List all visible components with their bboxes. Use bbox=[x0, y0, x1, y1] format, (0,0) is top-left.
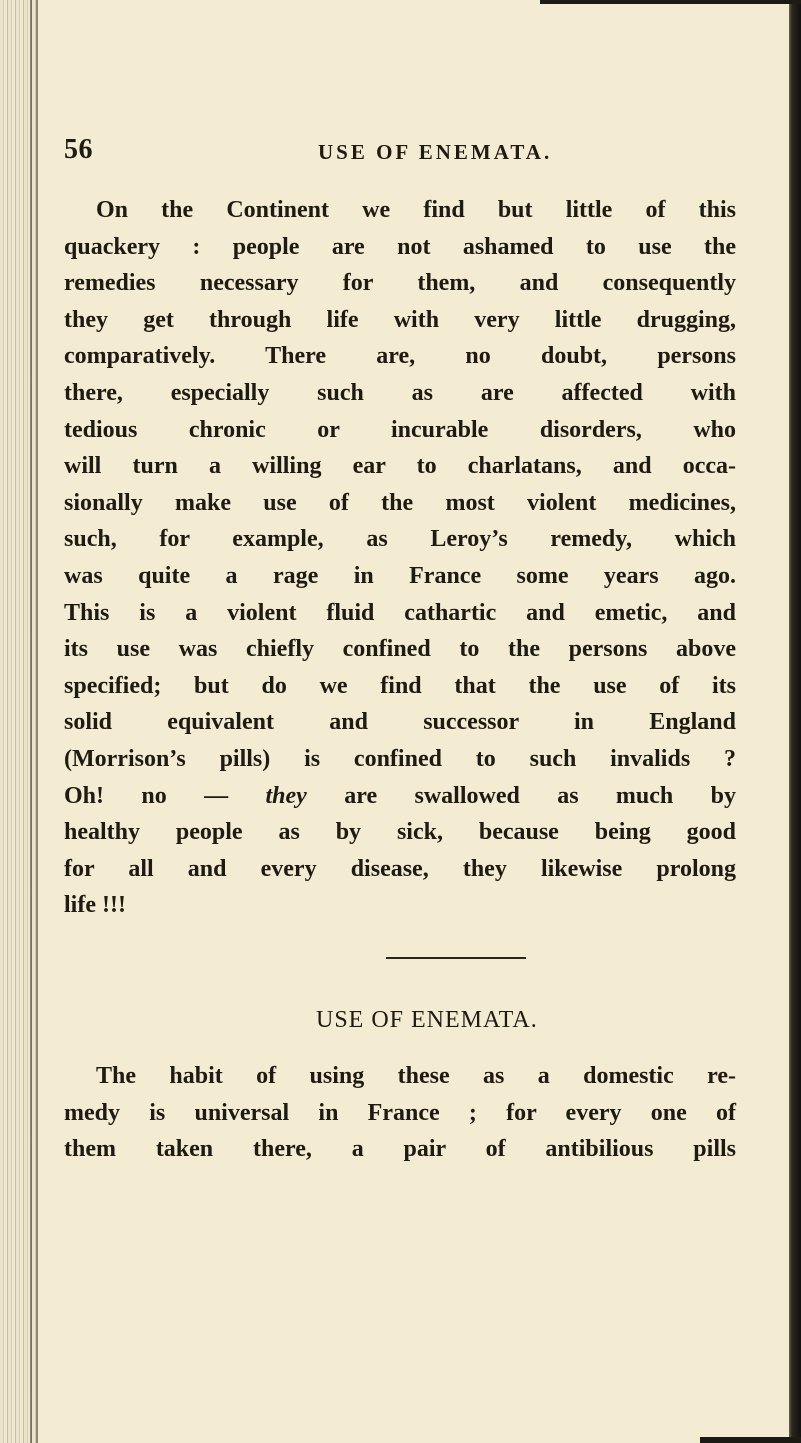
page-bottom-edge bbox=[700, 1437, 801, 1443]
text-line: tedious chronic or incurable disorders, who bbox=[64, 416, 736, 443]
line-text-end: are swallowed as much by bbox=[306, 782, 736, 809]
text-line: On the Continent we find but little of this bbox=[96, 197, 736, 223]
section-heading: USE OF ENEMATA. bbox=[316, 1007, 538, 1033]
binding-gutter bbox=[0, 0, 38, 1443]
text-line: healthy people as by sick, because being good bbox=[64, 819, 736, 846]
text-line: quackery : people are not ashamed to use the bbox=[64, 233, 736, 260]
text-line: they get through life with very little drugging, bbox=[64, 306, 736, 333]
text-line: for all and every disease, they likewise prolong bbox=[64, 855, 736, 882]
text-line: (Morrison’s pills) is confined to such invalids ? bbox=[64, 745, 736, 772]
text-line: medy is universal in France ; for every one of bbox=[64, 1099, 736, 1126]
gutter-line bbox=[36, 0, 38, 1443]
text-line: specified; but do we find that the use of its bbox=[64, 672, 736, 699]
text-line: its use was chiefly confined to the persons above bbox=[64, 636, 736, 663]
text-line: them taken there, a pair of antibilious pills bbox=[64, 1136, 736, 1163]
body-paragraph bbox=[64, 192, 736, 924]
body-paragraph bbox=[64, 1058, 736, 1168]
text-line: solid equivalent and successor in England bbox=[64, 709, 736, 736]
text-line: remedies necessary for them, and consequently bbox=[64, 270, 736, 297]
page-right-edge bbox=[789, 0, 801, 1443]
text-line bbox=[64, 778, 736, 815]
gutter-line bbox=[30, 0, 32, 1443]
book-page bbox=[64, 134, 744, 1163]
text-line: comparatively. There are, no doubt, persons bbox=[64, 343, 736, 370]
section-divider-rule bbox=[386, 957, 526, 959]
running-head bbox=[64, 134, 744, 174]
text-line: was quite a rage in France some years ago. bbox=[64, 562, 736, 589]
text-line: will turn a willing ear to charlatans, and occa- bbox=[64, 453, 736, 480]
line-text-start: Oh! no — bbox=[64, 782, 266, 809]
page-top-edge bbox=[540, 0, 801, 4]
text-line: such, for example, as Leroy’s remedy, which bbox=[64, 526, 736, 553]
text-line: life !!! bbox=[64, 892, 126, 919]
text-line: This is a violent fluid cathartic and emetic, and bbox=[64, 599, 736, 626]
text-line: sionally make use of the most violent medicines, bbox=[64, 489, 736, 516]
text-line: there, especially such as are affected with bbox=[64, 379, 736, 406]
italic-word: they bbox=[265, 782, 307, 809]
running-head-title: USE OF ENEMATA. bbox=[318, 140, 553, 164]
page-number: 56 bbox=[64, 134, 93, 165]
text-line: The habit of using these as a domestic re- bbox=[96, 1063, 736, 1089]
